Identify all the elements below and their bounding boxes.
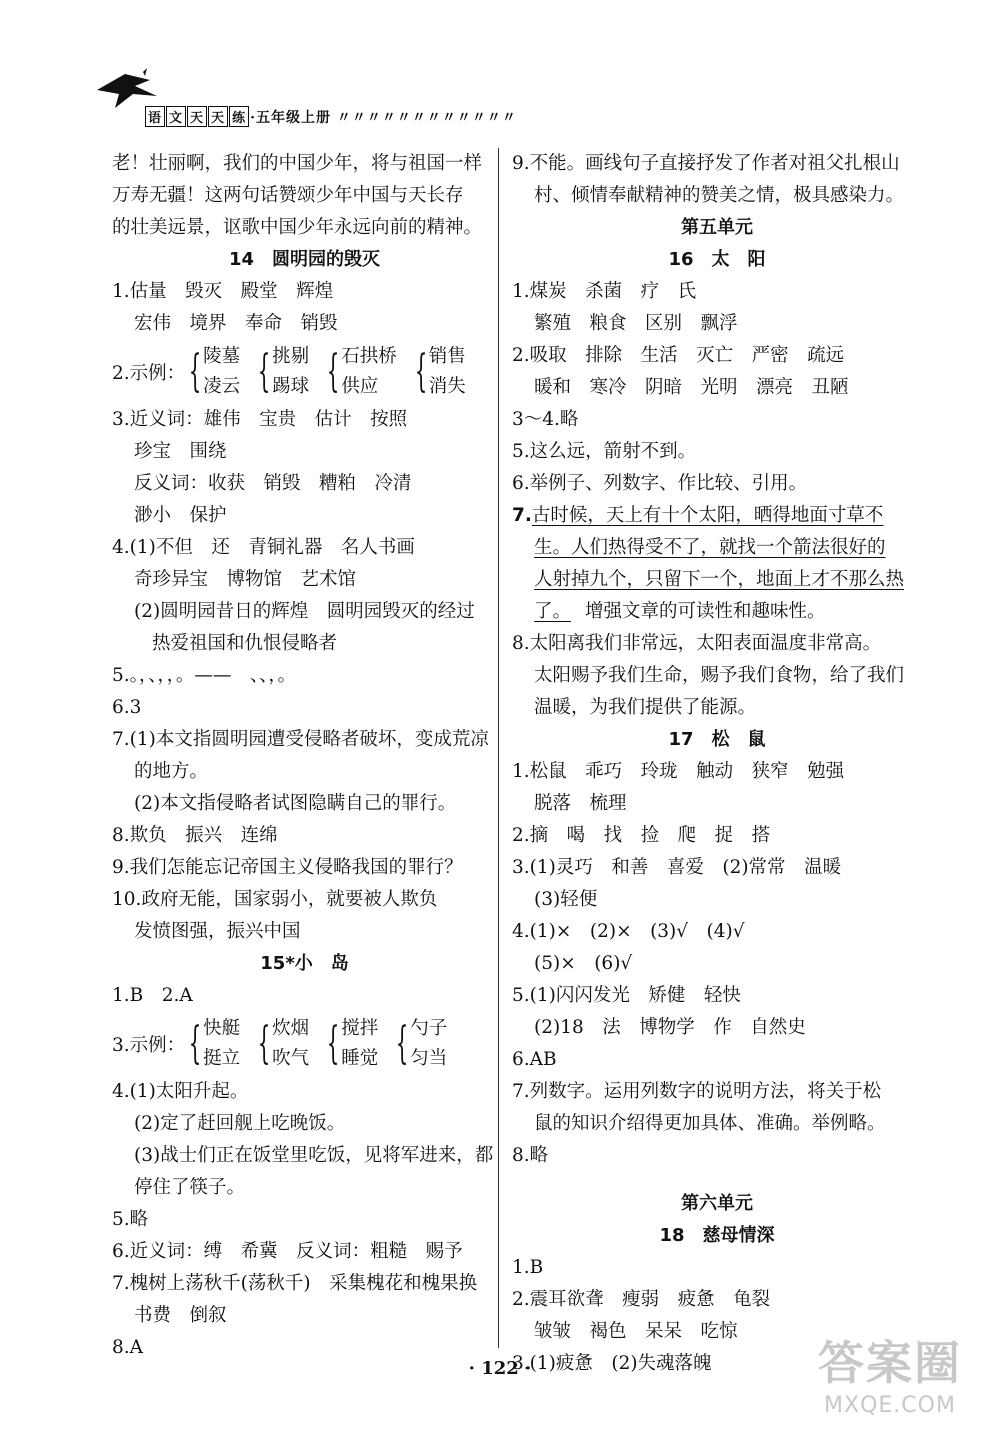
answer-line: 反义词：收获 销毁 糟粕 冷清 — [134, 473, 412, 494]
text-line: 的壮美远景，讴歌中国少年永远向前的精神。 — [112, 217, 483, 238]
lesson-title: 15*小 岛 — [260, 953, 349, 974]
answer-line: 村、倾情奉献精神的赞美之情，极具感染力。 — [534, 185, 905, 206]
answer-line: (3)轻便 — [534, 889, 598, 910]
answer-line: 3.近义词：雄伟 宝贵 估计 按照 — [112, 409, 408, 430]
answer-line: 宏伟 境界 奉命 销毁 — [134, 313, 338, 334]
answer-line: 7.古时候，天上有十个太阳，晒得地面寸草不 — [512, 505, 884, 526]
answer-line: 4.(1)× (2)× (3)√ (4)√ — [512, 921, 745, 942]
answer-line: 8.太阳离我们非常远，太阳表面温度非常高。 — [512, 633, 882, 654]
answer-line: 5.(1)闪闪发光 矫健 轻快 — [512, 985, 741, 1006]
answer-line: 7.(1)本文指圆明园遭受侵略者破坏，变成荒凉 — [112, 729, 489, 750]
spacer — [512, 1172, 922, 1188]
answer-line: 8.A — [112, 1337, 144, 1358]
answer-line: 4.(1)不但 还 青铜礼器 名人书画 — [112, 537, 415, 558]
answer-line: 皱皱 褐色 呆呆 吃惊 — [534, 1321, 738, 1342]
answer-line: 了。 增强文章的可读性和趣味性。 — [534, 601, 826, 622]
answer-line: 1.煤炭 杀菌 疗 氏 — [512, 281, 697, 302]
brace-answer: 3.示例： { 快艇 挺立 { 炊烟 吹气 { 搅拌 睡觉 { 勺子 匀当 — [112, 1018, 448, 1069]
answer-line: 7.槐树上荡秋千(荡秋千) 采集槐花和槐果换 — [112, 1273, 478, 1294]
answer-line: 1.松鼠 乖巧 玲珑 触动 狭窄 勉强 — [512, 761, 845, 782]
answer-line: 1.估量 毁灭 殿堂 辉煌 — [112, 281, 334, 302]
answer-line: 6.举例子、列数字、作比较、引用。 — [512, 473, 808, 494]
answer-line: 7.列数字。运用列数字的说明方法，将关于松 — [512, 1081, 882, 1102]
unit-title: 第六单元 — [681, 1193, 753, 1214]
brace-answer: 2.示例： { 陵墓 凌云 { 挑剔 踢球 { 石拱桥 供应 { 销售 消失 — [112, 346, 466, 397]
answer-line: 生。人们热得受不了，就找一个箭法很好的 — [534, 537, 886, 558]
answer-line: 5.略 — [112, 1209, 149, 1230]
answer-line: 6.AB — [512, 1049, 557, 1070]
right-column — [512, 148, 922, 1380]
answer-line: 10.政府无能，国家弱小，就要被人欺负 — [112, 889, 438, 910]
answer-line: (5)× (6)√ — [534, 953, 633, 974]
answer-line: 太阳赐予我们生命，赐予我们食物，给了我们 — [534, 665, 905, 686]
answer-line: 3.(1)灵巧 和善 喜爱 (2)常常 温暖 — [512, 857, 842, 878]
answer-line: 2.吸取 排除 生活 灭亡 严密 疏远 — [512, 345, 845, 366]
answer-line: 4.(1)太阳升起。 — [112, 1081, 249, 1102]
answer-line: 珍宝 围绕 — [134, 441, 227, 462]
answer-line: 2.震耳欲聋 瘦弱 疲惫 龟裂 — [512, 1289, 771, 1310]
answer-line: 1.B — [512, 1257, 544, 1278]
answer-line: 脱落 梳理 — [534, 793, 627, 814]
answer-line: 书费 倒叙 — [134, 1305, 227, 1326]
text-line: 万寿无疆！这两句话赞颂少年中国与天长存 — [112, 185, 464, 206]
answer-line: 6.3 — [112, 697, 142, 718]
answer-line: 热爱祖国和仇恨侵略者 — [152, 633, 338, 654]
answer-line: 8.略 — [512, 1145, 549, 1166]
answer-line: 的地方。 — [134, 761, 209, 782]
answer-line: (2)圆明园昔日的辉煌 圆明园毁灭的经过 — [134, 601, 475, 622]
lesson-title: 18 慈母情深 — [659, 1225, 775, 1246]
answer-line: 5.。，、，，。—— 、、，。 — [112, 665, 297, 686]
left-column — [112, 148, 497, 1364]
answer-line: 温暖，为我们提供了能源。 — [534, 697, 757, 718]
answer-line: (2)18 法 博物学 作 自然史 — [534, 1017, 806, 1038]
answer-line: 2.摘 喝 找 捡 爬 捉 搭 — [512, 825, 771, 846]
page-number: · 122 · — [468, 1358, 532, 1379]
answer-line: 3～4.略 — [512, 409, 579, 430]
column-divider — [498, 148, 499, 1348]
answer-line: (3)战士们正在饭堂里吃饭，见将军进来，都 — [134, 1145, 494, 1166]
decorative-strokes: 〃〃〃〃〃〃〃〃〃〃〃〃 — [336, 110, 517, 126]
answer-line: 8.欺负 振兴 连绵 — [112, 825, 278, 846]
answer-line: 5.这么远，箭射不到。 — [512, 441, 697, 462]
answer-line: 人射掉九个，只留下一个，地面上才不那么热 — [534, 569, 905, 590]
answer-line: 发愤图强，振兴中国 — [134, 921, 301, 942]
answer-line: 6.近义词：缚 希冀 反义词：粗糙 赐予 — [112, 1241, 463, 1262]
book-title: 语 文 天 天 练 ·五年级上册 〃〃〃〃〃〃〃〃〃〃〃〃 — [145, 106, 517, 127]
page-header — [95, 68, 517, 128]
lesson-title: 17 松 鼠 — [668, 729, 766, 750]
answer-line: 鼠的知识介绍得更加具体、准确。举例略。 — [534, 1113, 886, 1134]
answer-line: 3.(1)疲惫 (2)失魂落魄 — [512, 1353, 712, 1374]
unit-title: 第五单元 — [681, 217, 753, 238]
lesson-title: 16 太 阳 — [668, 249, 766, 270]
answer-line: 繁殖 粮食 区别 飘浮 — [534, 313, 738, 334]
text-line: 老！壮丽啊，我们的中国少年，将与祖国一样 — [112, 153, 483, 174]
answer-line: (2)定了赶回舰上吃晚饭。 — [134, 1113, 346, 1134]
answer-line: 1.B 2.A — [112, 985, 193, 1006]
answer-line: 停住了筷子。 — [134, 1177, 246, 1198]
watermark: 答案圈 MXQE.COM — [818, 1336, 962, 1418]
answer-line: 奇珍异宝 博物馆 艺术馆 — [134, 569, 357, 590]
answer-line: 渺小 保护 — [134, 505, 227, 526]
lesson-title: 14 圆明园的毁灭 — [228, 249, 381, 270]
answer-line: 9.不能。画线句子直接抒发了作者对祖父扎根山 — [512, 153, 900, 174]
answer-line: (2)本文指侵略者试图隐瞒自己的罪行。 — [134, 793, 457, 814]
answer-line: 9.我们怎能忘记帝国主义侵略我国的罪行？ — [112, 857, 463, 878]
answer-line: 暖和 寒冷 阴暗 光明 漂亮 丑陋 — [534, 377, 849, 398]
